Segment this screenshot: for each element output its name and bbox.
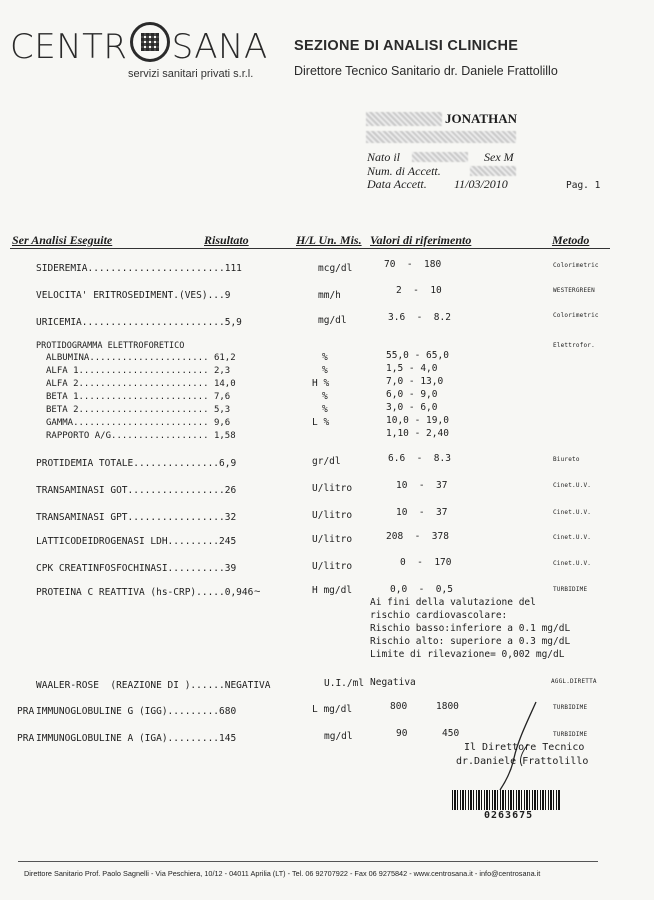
row-method: Colorimetric xyxy=(553,312,599,319)
pcr-method: TURBIDIME xyxy=(553,586,588,593)
waaler-label: WAALER-ROSE (REAZIONE DI )......NEGATIVA xyxy=(36,680,271,691)
protido-item: ALBUMINA...................... 61,2 xyxy=(46,353,236,363)
row-ref: 3.6 - 8.2 xyxy=(388,312,451,323)
row-unit: gr/dl xyxy=(312,456,341,467)
row-ref: 0 - 170 xyxy=(400,557,452,568)
redacted-accept-num xyxy=(470,166,516,176)
redacted-birthdate xyxy=(412,152,468,162)
igg-method: TURBIDIME xyxy=(553,704,588,711)
row-unit: U/litro xyxy=(312,534,353,545)
birth-label: Nato il xyxy=(367,150,401,164)
protido-unit: H % xyxy=(312,378,330,389)
footer-text: Direttore Sanitario Prof. Paolo Sagnelli - Via Peschiera, 10/12 - 04011 Aprilia (LT) - Tel. 06 92707922 - Fax 06 9275842 - www.centrosana.it - info@centrosana.it xyxy=(24,869,541,878)
protido-method: Elettrofor. xyxy=(553,342,595,349)
iga-label: IMMUNOGLOBULINE A (IGA).........145 xyxy=(36,733,237,744)
protido-title: PROTIDOGRAMMA ELETTROFORETICO xyxy=(36,341,185,351)
col-hl-unit: H/L Un. Mis. xyxy=(296,233,362,247)
redacted-surname xyxy=(366,112,442,126)
protido-ref: 10,0 - 19,0 xyxy=(386,415,449,426)
igg-label: IMMUNOGLOBULINE G (IGG).........680 xyxy=(36,706,237,717)
protido-item: ALFA 1........................ 2,3 xyxy=(46,366,231,376)
protido-item: GAMMA......................... 9,6 xyxy=(46,418,231,428)
accept-num-label: Num. di Accett. xyxy=(367,164,441,178)
iga-ref-high: 450 xyxy=(442,728,460,739)
row-method: WESTERGREEN xyxy=(553,287,595,294)
waaler-ref: Negativa xyxy=(370,677,416,688)
col-reference: Valori di riferimento xyxy=(370,233,472,247)
row-ref: 208 - 378 xyxy=(386,531,449,542)
signature-line-1: Il Direttore Tecnico xyxy=(464,742,585,753)
iga-prefix: PRA xyxy=(17,733,35,744)
protido-ref: 1,5 - 4,0 xyxy=(386,363,438,374)
waaler-method: AGGL.DIRETTA xyxy=(551,678,597,685)
patient-name: JONATHAN xyxy=(445,111,517,126)
page-number: Pag. 1 xyxy=(566,180,601,191)
protido-ref: 55,0 - 65,0 xyxy=(386,350,449,361)
row-ref: 2 - 10 xyxy=(396,285,442,296)
row-unit: mcg/dl xyxy=(318,263,353,274)
accept-date-label: Data Accett. xyxy=(367,177,427,191)
row-method: Cinet.U.V. xyxy=(553,509,592,516)
row-method: Cinet.U.V. xyxy=(553,482,592,489)
protido-ref: 1,10 - 2,40 xyxy=(386,428,449,439)
sex-label: Sex M xyxy=(484,150,514,164)
row-label: URICEMIA.........................5,9 xyxy=(36,317,242,328)
pcr-note: Rischio alto: superiore a 0.3 mg/dL xyxy=(370,636,571,647)
row-ref: 6.6 - 8.3 xyxy=(388,453,451,464)
protido-item: RAPPORTO A/G.................. 1,58 xyxy=(46,431,236,441)
protido-item: BETA 1........................ 7,6 xyxy=(46,392,231,402)
row-label: VELOCITA' ERITROSEDIMENT.(VES)...9 xyxy=(36,290,231,301)
row-label: SIDEREMIA........................111 xyxy=(36,263,242,274)
pcr-label: PROTEINA C REATTIVA (hs-CRP).....0,946 xyxy=(36,587,254,598)
row-unit: U/litro xyxy=(312,561,353,572)
col-result: Risultato xyxy=(204,233,249,247)
pcr-note: Rischio basso:inferiore a 0.1 mg/dL xyxy=(370,623,571,634)
director-line: Direttore Tecnico Sanitario dr. Daniele Frattolillo xyxy=(294,64,558,78)
protido-ref: 7,0 - 13,0 xyxy=(386,376,444,387)
igg-unit: L mg/dl xyxy=(312,704,353,715)
col-method: Metodo xyxy=(552,233,590,247)
row-label: LATTICODEIDROGENASI LDH.........245 xyxy=(36,536,237,547)
header-rule xyxy=(10,248,610,249)
protido-ref: 3,0 - 6,0 xyxy=(386,402,438,413)
signature-line-2: dr.Daniele Frattolillo xyxy=(456,756,589,767)
row-method: Colorimetric xyxy=(553,262,599,269)
row-unit: mg/dl xyxy=(318,315,347,326)
row-method: Biureto xyxy=(553,456,580,463)
pcr-unit: H mg/dl xyxy=(312,585,353,596)
protido-ref: 6,0 - 9,0 xyxy=(386,389,438,400)
iga-method: TURBIDIME xyxy=(553,731,588,738)
protido-item: BETA 2........................ 5,3 xyxy=(46,405,231,415)
protido-unit: L % xyxy=(312,417,330,428)
igg-ref-high: 1800 xyxy=(436,701,459,712)
row-method: Cinet.U.V. xyxy=(553,534,592,541)
pcr-dash: ~ xyxy=(254,586,261,598)
pcr-note: Limite di rilevazione= 0,002 mg/dL xyxy=(370,649,565,660)
igg-prefix: PRA xyxy=(17,706,35,717)
footer-rule xyxy=(18,861,598,862)
row-ref: 70 - 180 xyxy=(384,259,442,270)
pcr-ref: 0,0 - 0,5 xyxy=(390,584,453,595)
redacted-line xyxy=(366,131,516,143)
centrosana-logo xyxy=(10,22,268,67)
section-title: SEZIONE DI ANALISI CLINICHE xyxy=(294,38,519,54)
iga-ref-low: 90 xyxy=(396,728,408,739)
row-ref: 10 - 37 xyxy=(396,507,448,518)
protido-unit: % xyxy=(322,365,328,376)
protido-unit: % xyxy=(322,404,328,415)
pcr-note: rischio cardiovascolare: xyxy=(370,610,508,621)
row-label: TRANSAMINASI GOT.................26 xyxy=(36,485,237,496)
protido-unit: % xyxy=(322,352,328,363)
barcode-number: 0263675 xyxy=(484,810,534,821)
logo-subtitle: servizi sanitari privati s.r.l. xyxy=(128,68,254,80)
logo-emblem-icon xyxy=(130,22,170,62)
row-unit: U/litro xyxy=(312,510,353,521)
barcode-icon xyxy=(452,790,560,810)
col-analysis: Ser Analisi Eseguite xyxy=(12,233,113,247)
row-method: Cinet.U.V. xyxy=(553,560,592,567)
row-unit: U/litro xyxy=(312,483,353,494)
row-label: CPK CREATINFOSFOCHINASI..........39 xyxy=(36,563,237,574)
logo-text-left: CENTR xyxy=(10,27,128,67)
protido-item: ALFA 2........................ 14,0 xyxy=(46,379,236,389)
waaler-unit: U.I./ml xyxy=(324,678,365,689)
pcr-note: Ai fini della valutazione del xyxy=(370,597,536,608)
iga-unit: mg/dl xyxy=(324,731,353,742)
logo-text-right: SANA xyxy=(171,27,268,67)
row-label: PROTIDEMIA TOTALE...............6,9 xyxy=(36,458,237,469)
protido-unit: % xyxy=(322,391,328,402)
row-unit: mm/h xyxy=(318,290,341,301)
igg-ref-low: 800 xyxy=(390,701,408,712)
row-ref: 10 - 37 xyxy=(396,480,448,491)
accept-date: 11/03/2010 xyxy=(454,177,508,191)
row-label: TRANSAMINASI GPT.................32 xyxy=(36,512,237,523)
